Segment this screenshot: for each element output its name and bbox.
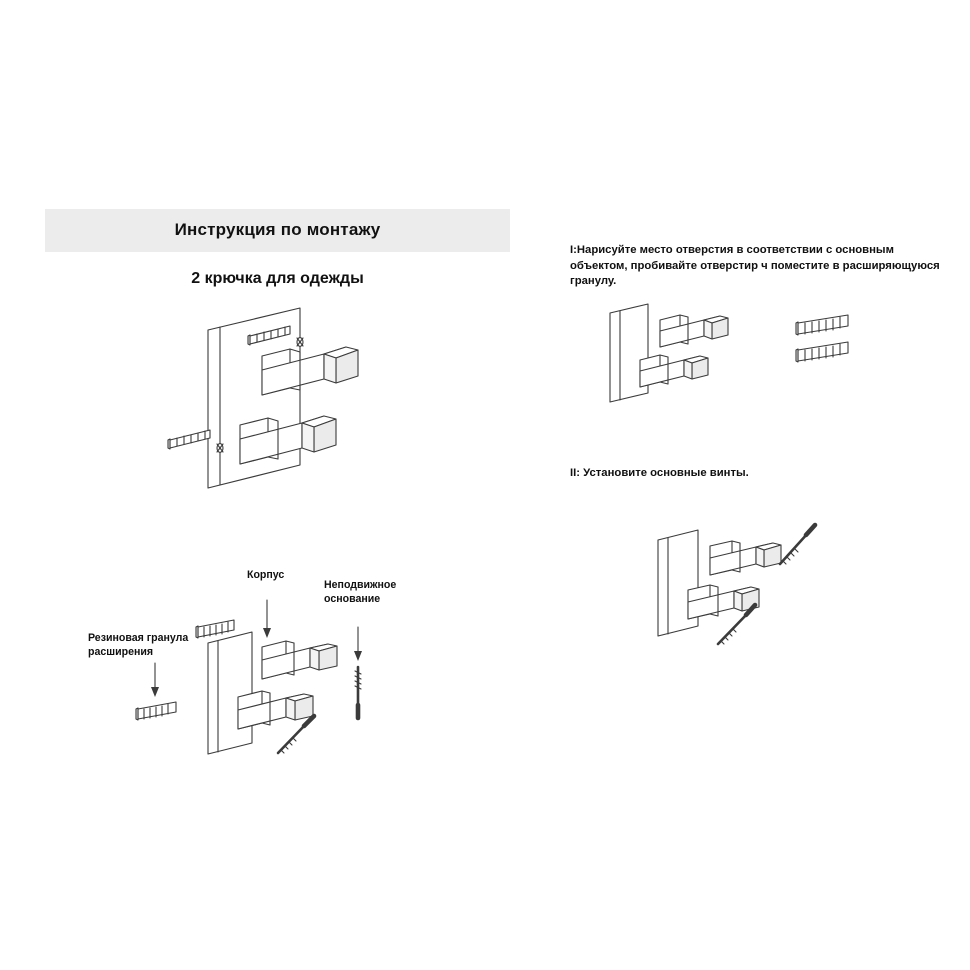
page-title: Инструкция по монтажу xyxy=(174,220,381,239)
figure-main-assembly xyxy=(140,300,430,515)
expansion-granule-bottom xyxy=(136,702,176,720)
leader-arrow-body xyxy=(263,600,271,638)
base-screw-1 xyxy=(355,667,361,718)
base-screw-2 xyxy=(278,716,314,753)
leader-arrow-fixed-base xyxy=(354,627,362,661)
title-banner xyxy=(45,209,510,252)
figure-step-2 xyxy=(640,518,890,663)
expansion-granule-1 xyxy=(796,315,848,335)
leader-arrow-granule xyxy=(151,663,159,697)
page-subtitle: 2 крючка для одежды xyxy=(191,270,364,287)
step-1-text: I:Нарисуйте место отверстия в соответствии с основным объектом, пробивайте отверстир ч поместите в расширяющуюся гранулу. xyxy=(570,244,940,288)
main-screw-1 xyxy=(780,525,815,564)
callout-body-label: Корпус xyxy=(247,569,285,581)
figure-parts-labeled xyxy=(110,585,420,780)
callout-rubber-granule-label: Резиновая гранула расширения xyxy=(88,632,189,659)
expansion-granule-2 xyxy=(796,342,848,362)
expansion-granule-top xyxy=(196,620,234,638)
figure-step-1 xyxy=(600,298,870,413)
step-2-text: II: Установите основные винты. xyxy=(570,467,749,479)
callout-fixed-base-label: Неподвижное основание xyxy=(324,579,397,606)
